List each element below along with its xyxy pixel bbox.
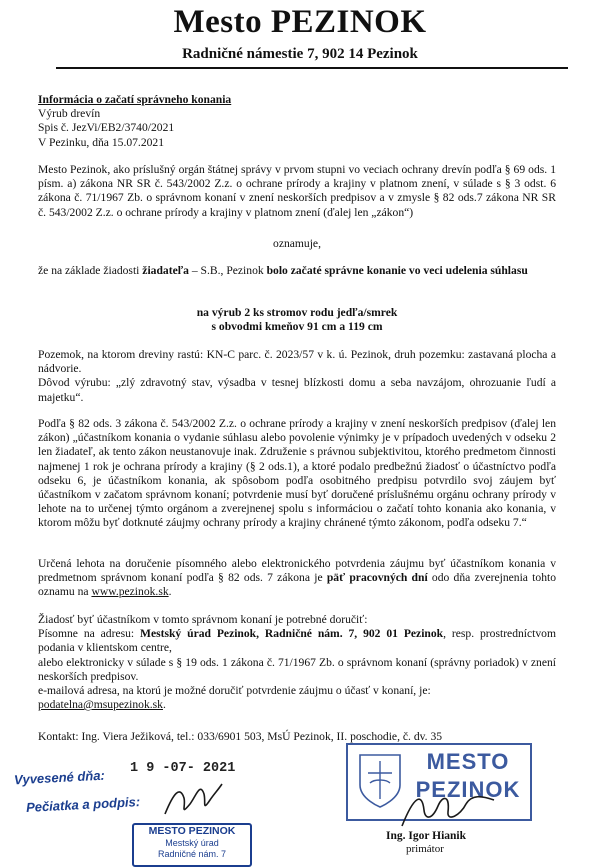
small-stamp-line-2: Mestský úrad xyxy=(165,838,219,848)
notice-middle: – S.B., Pezinok xyxy=(188,264,267,277)
notice-prefix: že na základe žiadosti xyxy=(38,264,143,277)
tree-line-1: na výrub 2 ks stromov rodu jedľa/smrek xyxy=(196,306,398,319)
felling-reason: Dôvod výrubu: „zlý zdravotný stav, výsadba v tesnej blízkosti domu a seba navzájom, ohrozuanie ľudí a majetku“. xyxy=(38,376,556,404)
deadline-paragraph xyxy=(38,557,556,600)
notice-applicant: žiadateľa xyxy=(142,264,189,277)
info-heading: Informácia o začatí správneho konania xyxy=(38,93,232,106)
delivery-line-2-suffix: , resp. prostredníctvom podania v klientskom centre, xyxy=(38,627,556,655)
tree-description xyxy=(38,306,556,334)
page-title: Mesto PEZINOK xyxy=(173,4,427,40)
website-link[interactable]: www.pezinok.sk xyxy=(91,585,169,599)
tree-line-2: s obvodmi kmeňov 91 cm a 119 cm xyxy=(211,320,383,334)
info-block xyxy=(38,93,556,150)
land-text: Pozemok, na ktorom dreviny rastú: KN-C parc. č. 2023/57 v k. ú. Pezinok, druh pozemku: zastavaná plocha a nádvorie. xyxy=(38,348,556,376)
announces-word: oznamuje, xyxy=(273,237,321,250)
delivery-line-4: e-mailová adresa, na ktorú je možné doručiť potvrdenie záujmu o účasť v konaní, je: xyxy=(38,684,431,698)
deadline-suffix: odo dňa zverejnenia tohto oznamu na xyxy=(38,571,557,599)
info-subject: Výrub drevín xyxy=(38,107,101,121)
delivery-line-1: Žiadosť byť účastníkom v tomto správnom konaní je potrebné doručiť: xyxy=(38,613,368,626)
deadline-prefix: Určená lehota na doručenie písomného alebo elektronického potvrdenia záujmu byť účastníkom konania v predmetnom správnom konaní podľa § 82 ods. 7 zákona je xyxy=(38,557,556,585)
deadline-bold: päť pracovných dní xyxy=(326,571,428,585)
land-block xyxy=(38,348,556,405)
handwritten-signature-left xyxy=(160,776,230,822)
info-date: V Pezinku, dňa 15.07.2021 xyxy=(38,135,165,149)
delivery-line-3: alebo elektronicky v súlade s § 19 ods. 1 zákona č. 71/1967 Zb. o správnom konaní (správny poriadok) v znení neskorších predpisov. xyxy=(38,655,556,683)
header-divider xyxy=(56,67,568,69)
email-link[interactable]: podatelna@msupezinok.sk xyxy=(38,698,163,712)
notice-bold: bolo začaté správne konanie vo veci udelenia súhlasu xyxy=(266,264,528,277)
delivery-block xyxy=(38,613,556,712)
contact-line: Kontakt: Ing. Viera Ježiková, tel.: 033/6901 503, MsÚ Pezinok, II. poschodie, č. dv. 35 xyxy=(38,730,443,743)
stamp-label: Pečiatka a podpis: xyxy=(25,794,141,815)
small-stamp-line-3: Radničné nám. 7 xyxy=(157,849,227,859)
delivery-line-2 xyxy=(38,627,556,655)
info-file-number: Spis č. JezVi/EB2/3740/2021 xyxy=(38,121,175,135)
small-stamp xyxy=(132,823,252,867)
signatory-title: primátor xyxy=(406,843,444,855)
posted-date: 1 9 -07- 2021 xyxy=(130,761,236,776)
email-end: . xyxy=(162,698,166,712)
notice-paragraph xyxy=(38,264,556,278)
intro-paragraph: Mesto Pezinok, ako príslušný orgán štátnej správy v prvom stupni vo veciach ochrany drevín podľa § 69 ods. 1 písm. a) zákona NR SR č. 543/2002 Z.z. o ochrane prírody a krajiny v platnom znení, v súlade s § 3 odst. 6 zákona č. 71/1967 Zb. o správnom konaní v znení neskorších predpisov a v zmysle § 82 ods.7 zákona NR SR č. 543/2002 Z.z. o ochrane prírody a krajiny v platnom znení (ďalej len „zákon“) xyxy=(38,163,556,219)
handwritten-signature-mayor xyxy=(394,786,504,836)
signatory-name: Ing. Igor Hianik xyxy=(386,830,466,842)
office-address: Mestský úrad Pezinok, Radničné nám. 7, 902 01 Pezinok xyxy=(140,627,444,641)
small-stamp-line-1: MESTO PEZINOK xyxy=(148,825,236,837)
header-address: Radničné námestie 7, 902 14 Pezinok xyxy=(182,46,418,62)
posted-label: Vyvesené dňa: xyxy=(13,767,106,788)
delivery-line-2-prefix: Písomne na adresu: xyxy=(38,627,141,641)
deadline-end: . xyxy=(168,585,172,599)
big-stamp-line-2: PEZINOK xyxy=(415,777,521,802)
participants-paragraph: Podľa § 82 ods. 3 zákona č. 543/2002 Z.z. o ochrane prírody a krajiny v znení neskorších predpisov (ďalej len zákon) „účastníkom konania o vydanie súhlasu alebo povolenie výnimky je v prípadoch uvedených v odseku 2 len žiadateľ, ak tento zákon neustanovuje inak. Združenie s právnou subjektivitou, ktorého predmetom činnosti najmenej 1 rok je ochrana prírody a krajiny (§ 2 ods.1), a ktoré podalo predbežnú žiadosť o účastníctvo podľa odseku 6, je účastníkom konania, ak spôsobom podľa osobitného predpisu potvrdilo svoj záujem byť účastníkom v začatom správnom konaní; potvrdenie musí byť doručené príslušnému orgánu ochrany prírody v lehote na to určenej týmto orgánom a zverejnenej spolu s informáciou o začatí tohto konania ako konania, v ktorom môžu byť dotknuté záujmy ochrany prírody a krajiny chránené týmto zákonom, podľa odseku 7.“ xyxy=(38,417,556,530)
big-stamp-line-1: MESTO xyxy=(426,749,510,774)
